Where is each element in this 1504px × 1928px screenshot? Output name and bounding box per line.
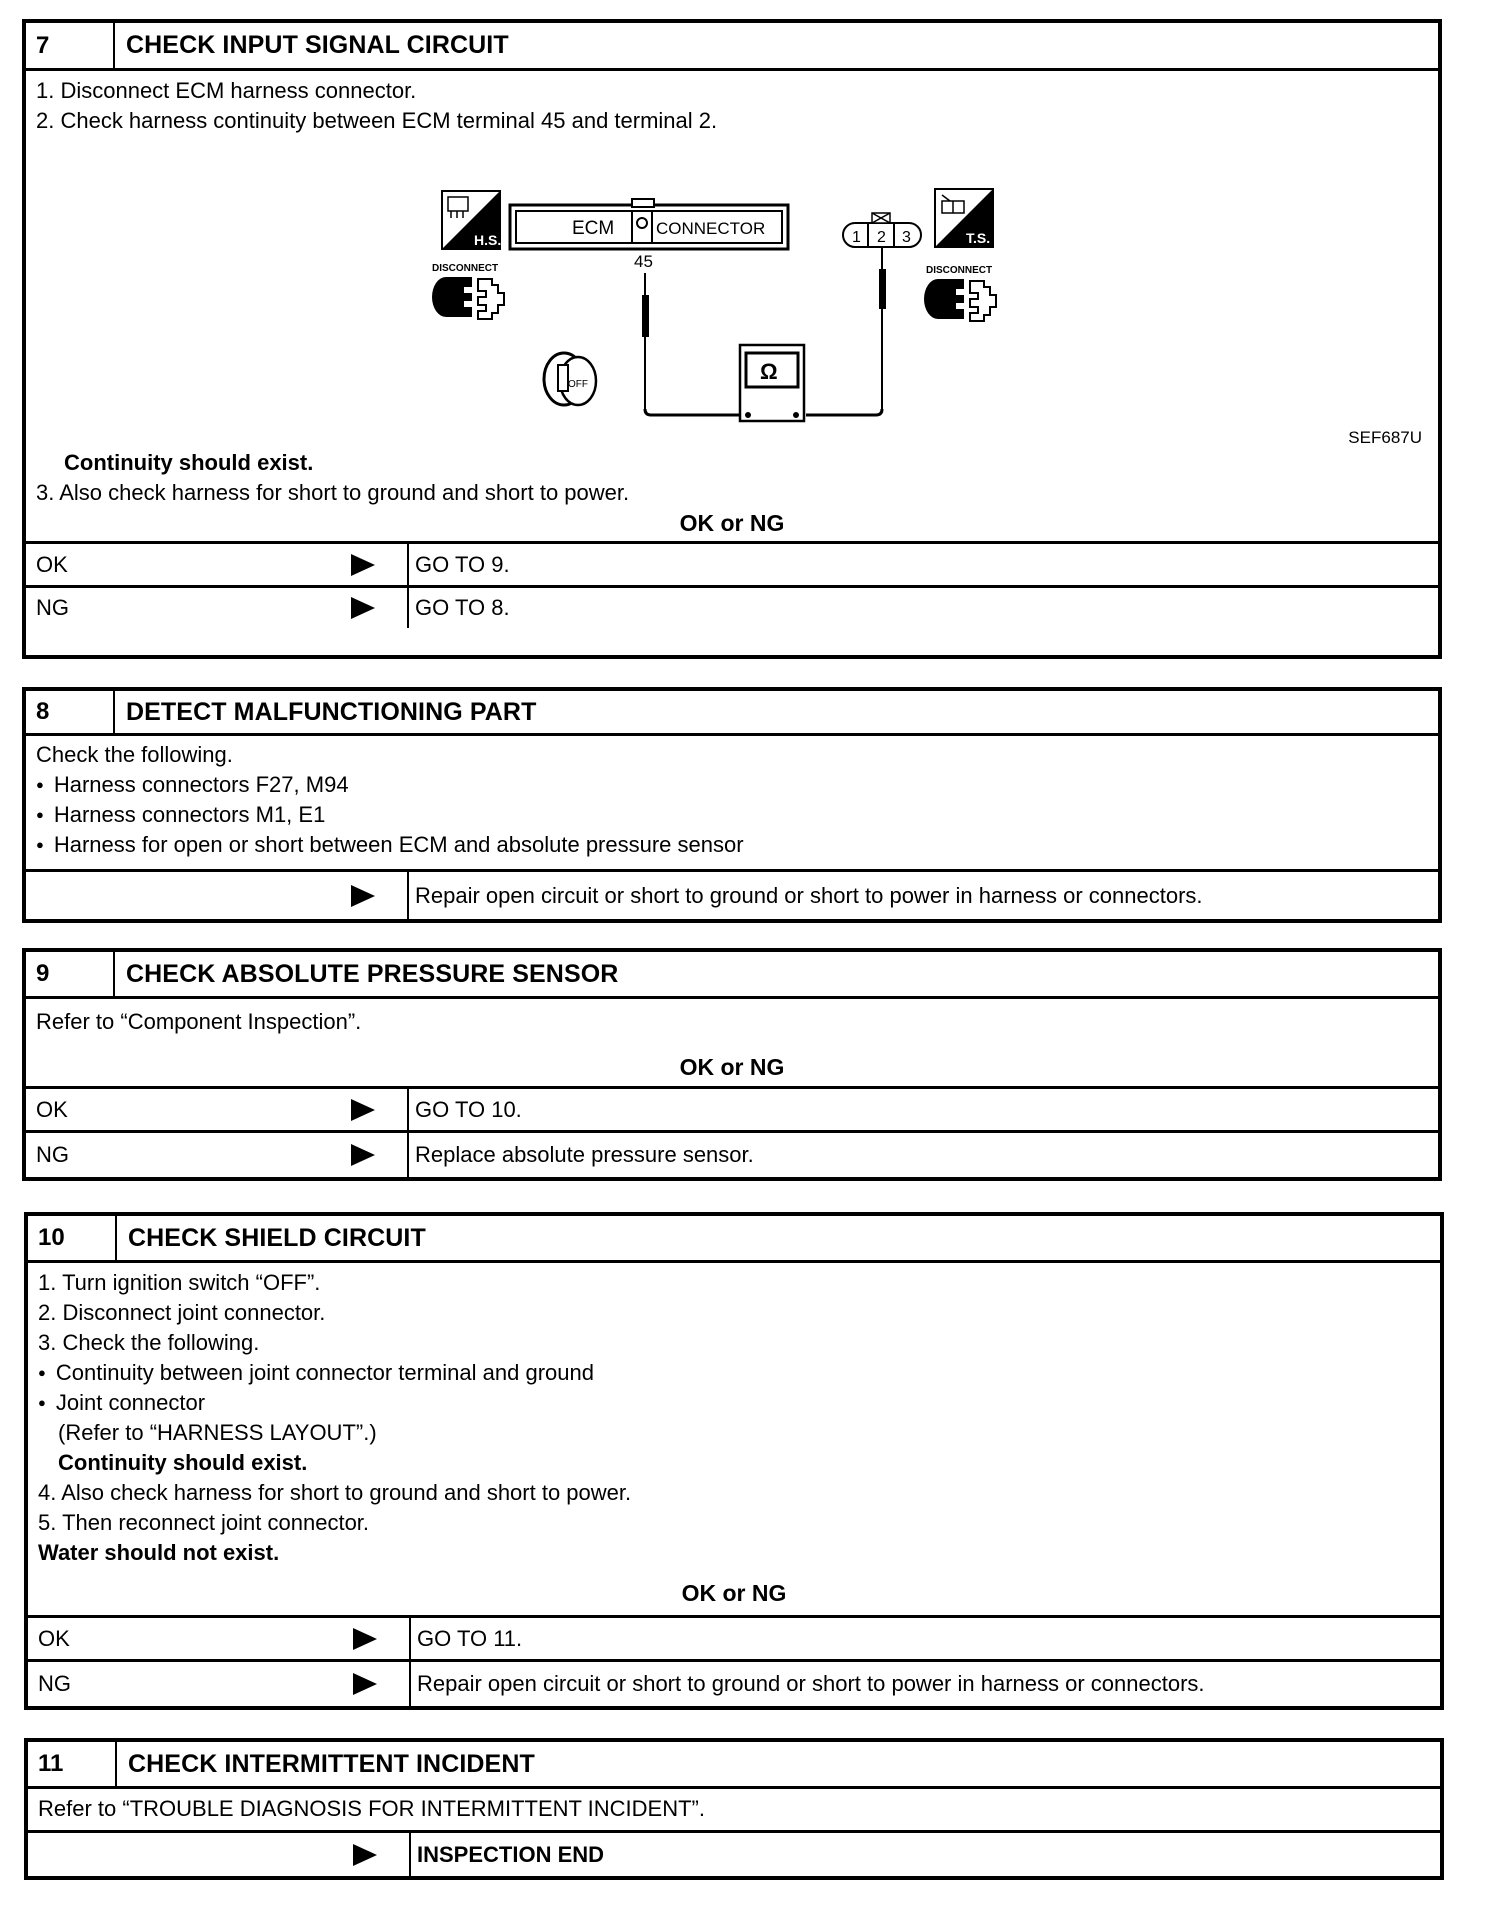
hs-label: H.S. <box>474 232 502 248</box>
step-number: 10 <box>28 1216 117 1260</box>
step-number: 11 <box>28 1742 117 1786</box>
disconnect-left-icon <box>432 277 504 319</box>
step-8-box <box>22 687 1442 923</box>
result-action: Replace absolute pressure sensor. <box>407 1133 1438 1177</box>
arrow-right-icon <box>353 1628 377 1650</box>
bullet-item: ● Continuity between joint connector terminal and ground <box>38 1358 594 1391</box>
step-title: CHECK INTERMITTENT INCIDENT <box>128 1749 535 1778</box>
instruction-line: 3. Also check harness for short to ground and short to power. <box>36 480 630 505</box>
step-8-header <box>26 691 1438 736</box>
ok-or-ng-label: OK or NG <box>681 1580 787 1606</box>
instruction-line: 4. Also check harness for short to ground and short to power. <box>38 1480 632 1505</box>
result-row-ok <box>26 1086 1438 1130</box>
step-number: 7 <box>26 23 115 68</box>
result-row-ok <box>26 541 1438 585</box>
svg-text:OFF: OFF <box>568 379 588 390</box>
result-label: NG <box>36 1142 69 1167</box>
svg-text:DISCONNECT: DISCONNECT <box>926 265 993 276</box>
bullet-item: ● Harness connectors M1, E1 <box>36 800 325 833</box>
bullet-item: ● Harness for open or short between ECM and absolute pressure sensor <box>36 830 744 863</box>
result-action: Repair open circuit or short to ground or short to power in harness or connectors. <box>409 1662 1440 1706</box>
arrow-right-icon <box>351 554 375 576</box>
svg-text:45: 45 <box>634 252 653 271</box>
svg-text:T.S.: T.S. <box>966 230 991 246</box>
result-label: OK <box>36 1096 68 1122</box>
result-row-ng <box>28 1659 1440 1706</box>
step-10-box <box>24 1212 1444 1710</box>
step-title: CHECK INPUT SIGNAL CIRCUIT <box>126 31 509 59</box>
arrow-right-icon <box>351 597 375 619</box>
svg-text:3: 3 <box>902 229 911 246</box>
result-row-ok <box>28 1615 1440 1659</box>
arrow-right-icon <box>351 1099 375 1121</box>
step-title: CHECK SHIELD CIRCUIT <box>128 1223 426 1252</box>
ok-or-ng-label: OK or NG <box>679 510 785 536</box>
result-action: GO TO 11. <box>409 1618 1440 1659</box>
step-number: 9 <box>26 952 115 996</box>
step-number: 8 <box>26 691 115 733</box>
svg-text:1: 1 <box>852 229 861 246</box>
result-label: OK <box>36 551 68 577</box>
result-action: GO TO 8. <box>407 588 1438 628</box>
step-11-box <box>24 1738 1444 1880</box>
instruction-line: 1. Turn ignition switch “OFF”. <box>38 1270 321 1295</box>
step-title: CHECK ABSOLUTE PRESSURE SENSOR <box>126 959 619 988</box>
svg-text:Ω: Ω <box>760 359 778 384</box>
arrow-right-icon <box>351 1144 375 1166</box>
result-action: INSPECTION END <box>409 1833 1440 1876</box>
svg-text:CONNECTOR: CONNECTOR <box>656 219 766 238</box>
result-action: GO TO 10. <box>407 1089 1438 1130</box>
instruction-line: Refer to “TROUBLE DIAGNOSIS FOR INTERMITTENT INCIDENT”. <box>38 1796 705 1821</box>
instruction-line: 3. Check the following. <box>38 1330 260 1355</box>
svg-text:2: 2 <box>877 229 886 246</box>
arrow-right-icon <box>353 1844 377 1866</box>
result-row <box>28 1830 1440 1876</box>
step-title: DETECT MALFUNCTIONING PART <box>126 697 537 726</box>
bullet-item: ● Harness connectors F27, M94 <box>36 770 349 803</box>
circuit-diagram <box>26 23 1438 443</box>
expected-result: Water should not exist. <box>38 1540 280 1565</box>
instruction-line: 1. Disconnect ECM harness connector. <box>36 78 417 103</box>
result-action: GO TO 9. <box>407 544 1438 585</box>
result-label: NG <box>36 595 69 620</box>
step-9-header <box>26 952 1438 999</box>
result-row-ng <box>26 1130 1438 1177</box>
result-row-ng <box>26 585 1438 628</box>
result-action: Repair open circuit or short to ground or short to power in harness or connectors. <box>407 872 1438 919</box>
svg-text:ECM: ECM <box>572 218 615 239</box>
figure-id: SEF687U <box>1348 428 1422 447</box>
arrow-right-icon <box>353 1673 377 1695</box>
arrow-right-icon <box>351 885 375 907</box>
result-label: NG <box>38 1671 71 1696</box>
instruction-line: 2. Check harness continuity between ECM terminal 45 and terminal 2. <box>36 108 718 133</box>
step-10-header <box>28 1216 1440 1263</box>
instruction-line: Check the following. <box>36 742 233 767</box>
expected-result: Continuity should exist. <box>64 450 314 475</box>
disconnect-right-icon <box>924 279 996 321</box>
reference-note: (Refer to “HARNESS LAYOUT”.) <box>58 1420 377 1445</box>
instruction-line: Refer to “Component Inspection”. <box>36 1009 362 1034</box>
instruction-line: 2. Disconnect joint connector. <box>38 1300 326 1325</box>
expected-result: Continuity should exist. <box>58 1450 308 1475</box>
result-label: OK <box>38 1625 70 1651</box>
step-9-box <box>22 948 1442 1181</box>
result-row <box>26 869 1438 919</box>
instruction-line: 5. Then reconnect joint connector. <box>38 1510 370 1535</box>
step-7-box <box>22 19 1442 659</box>
step-11-header <box>28 1742 1440 1789</box>
bullet-item: ● Joint connector <box>38 1388 205 1421</box>
ok-or-ng-label: OK or NG <box>679 1054 785 1080</box>
svg-text:DISCONNECT: DISCONNECT <box>432 263 499 274</box>
